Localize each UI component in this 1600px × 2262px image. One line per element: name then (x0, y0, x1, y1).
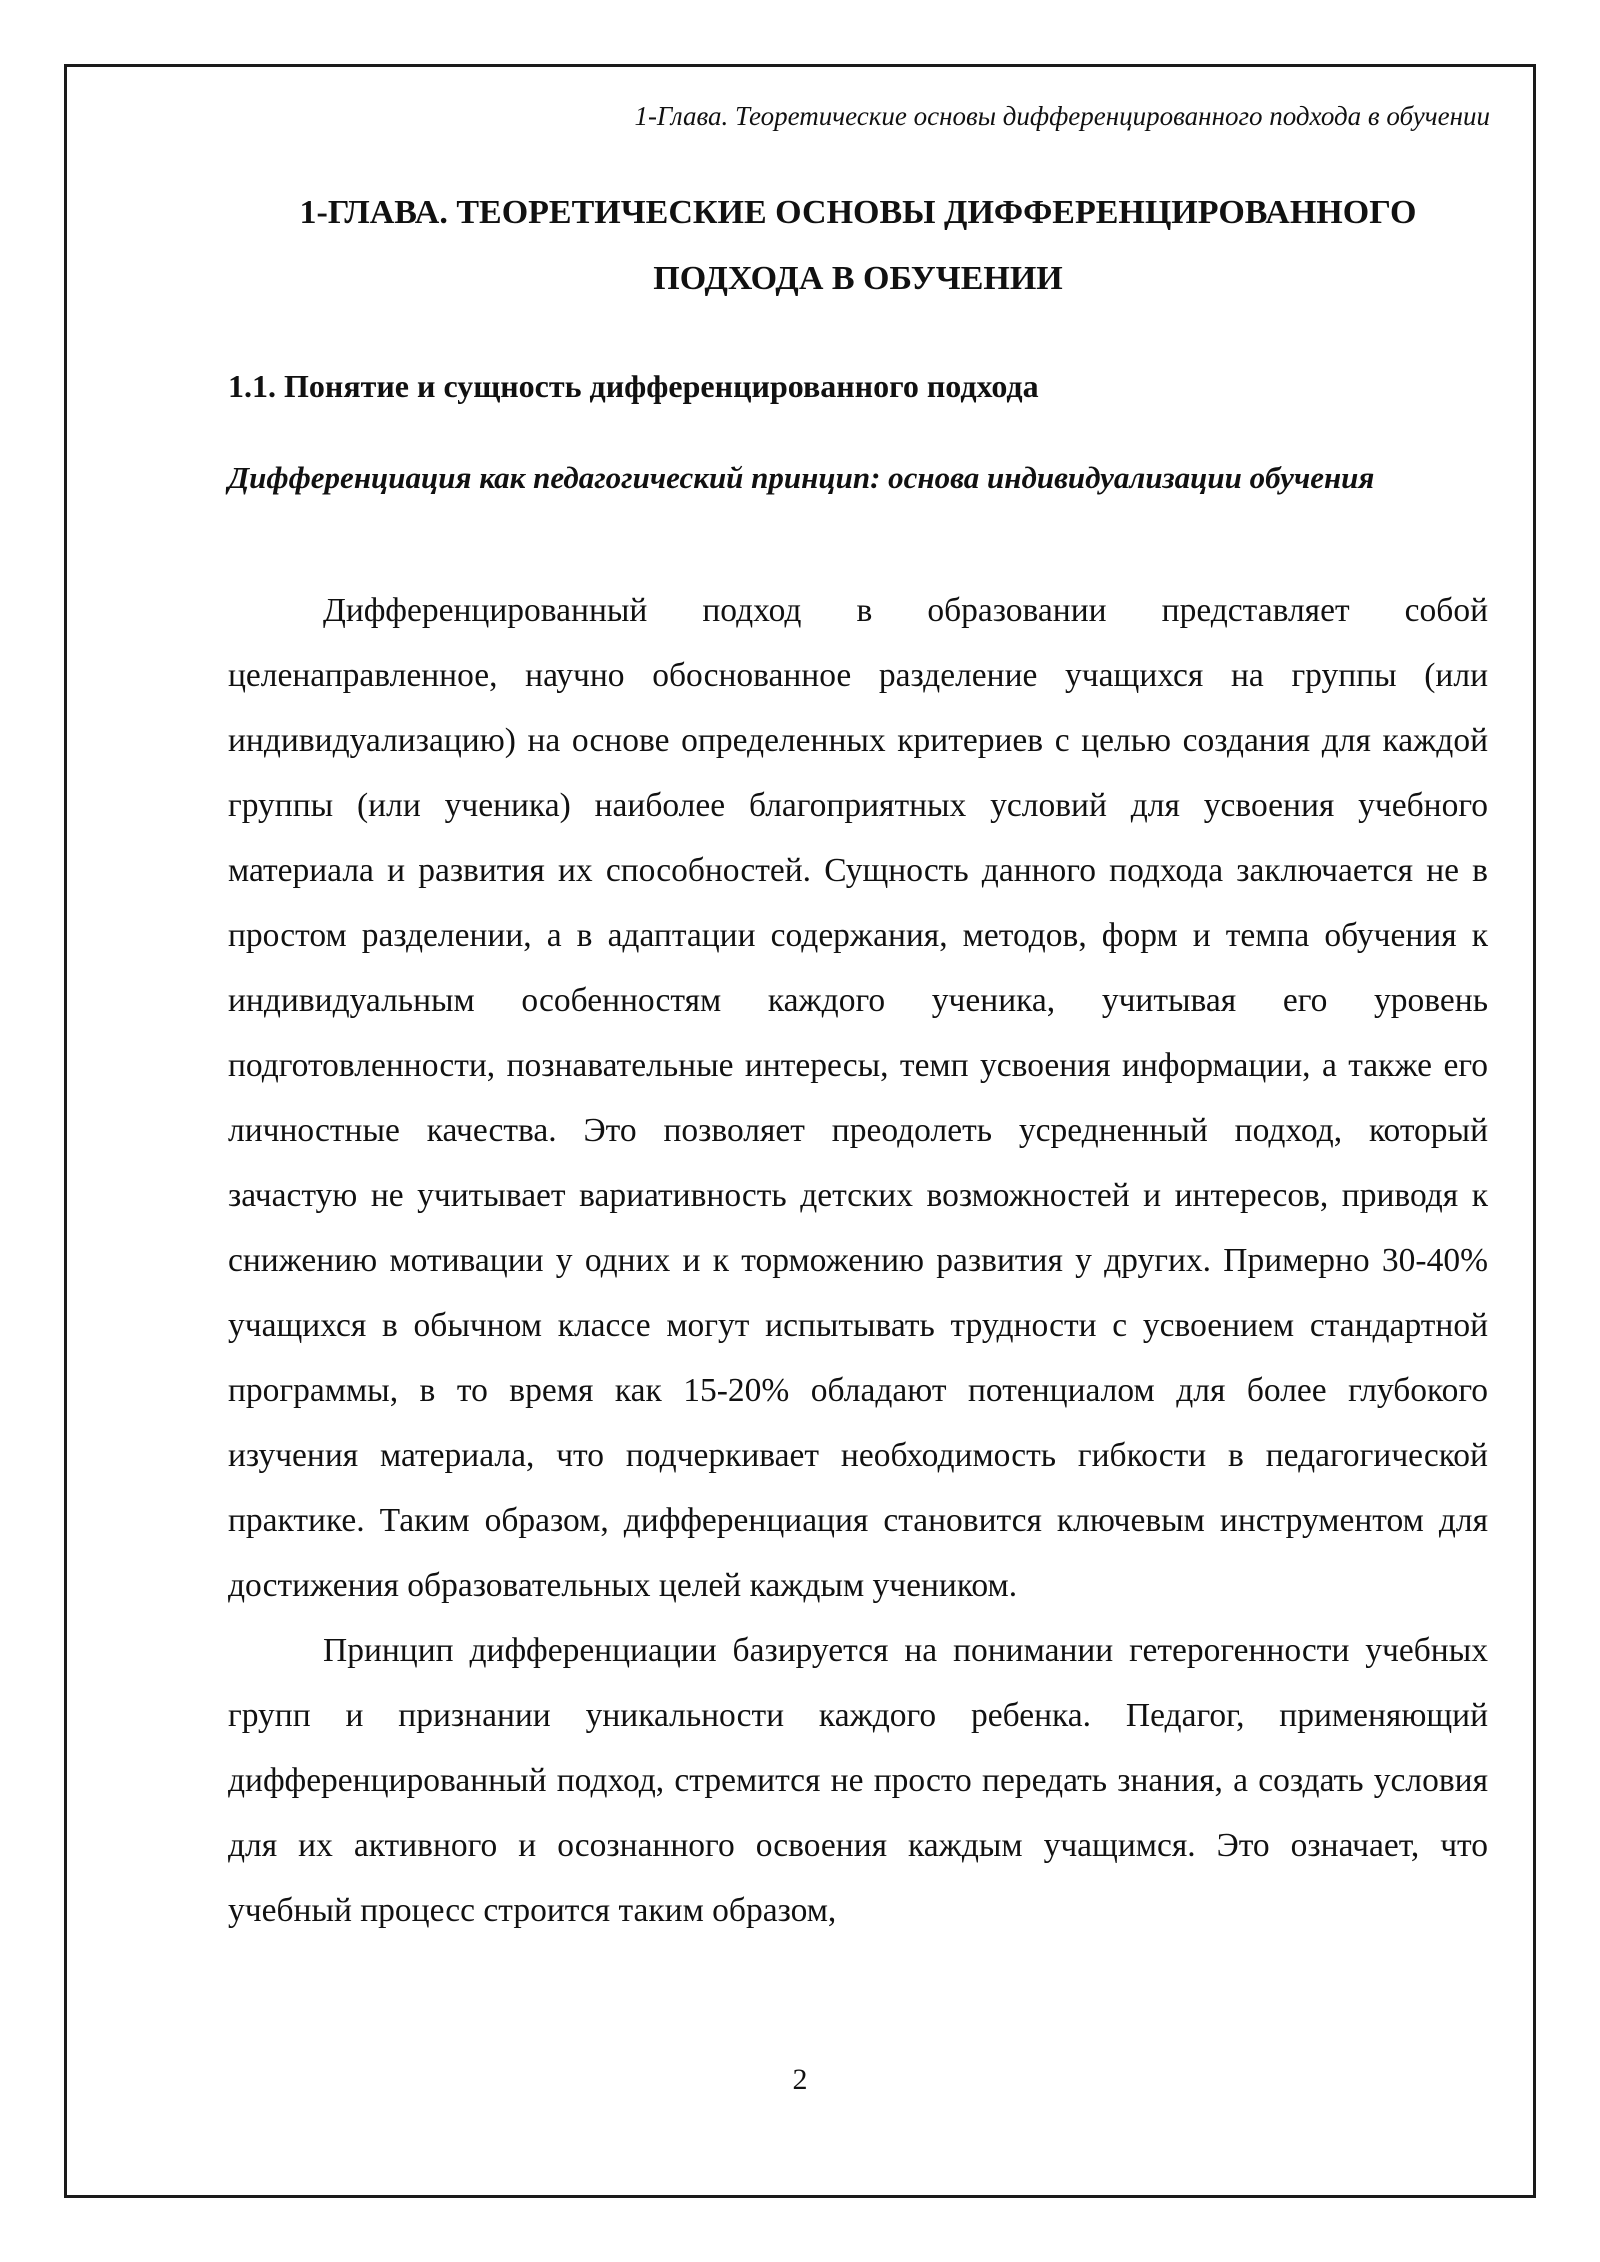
chapter-title-line-1: 1-ГЛАВА. ТЕОРЕТИЧЕСКИЕ ОСНОВЫ ДИФФЕРЕНЦИРОВАННОГО (299, 194, 1417, 231)
subsection-title: Дифференциация как педагогический принцип: основа индивидуализации обучения (228, 460, 1375, 495)
chapter-title (228, 180, 1488, 312)
running-header: 1-Глава. Теоретические основы дифференцированного подхода в обучении (634, 101, 1490, 131)
chapter-title-line-2: ПОДХОДА В ОБУЧЕНИИ (653, 260, 1063, 297)
page-number: 2 (792, 2063, 808, 2096)
paragraph-2: Принцип дифференциации базируется на понимании гетерогенности учебных групп и признании уникальности каждого ребенка. Педагог, применяющий дифференцированный подход, стремится не просто передать знания, а создать условия для их активного и осознанного освоения каждым учащимся. Это означает, что учебный процесс строится таким образом, (228, 1632, 1488, 1929)
body-text (228, 578, 1488, 1943)
section-title: 1.1. Понятие и сущность дифференцированного подхода (228, 368, 1039, 404)
paragraph-1: Дифференцированный подход в образовании представляет собой целенаправленное, научно обоснованное разделение учащихся на группы (или индивидуализацию) на основе определенных критериев с целью создания для каждой группы (или ученика) наиболее благоприятных условий для усвоения учебного материала и развития их способностей. Сущность данного подхода заключается не в простом разделении, а в адаптации содержания, методов, форм и темпа обучения к индивидуальным особенностям каждого ученика, учитывая его уровень подготовленности, познавательные интересы, темп усвоения информации, а также его личностные качества. Это позволяет преодолеть усредненный подход, который зачастую не учитывает вариативность детских возможностей и интересов, приводя к снижению мотивации у одних и к торможению развития у других. Примерно 30-40% учащихся в обычном классе могут испытывать трудности с усвоением стандартной программы, в то время как 15-20% обладают потенциалом для более глубокого изучения материала, что подчеркивает необходимость гибкости в педагогической практике. Таким образом, дифференциация становится ключевым инструментом для достижения образовательных целей каждым учеником. (228, 592, 1488, 1604)
